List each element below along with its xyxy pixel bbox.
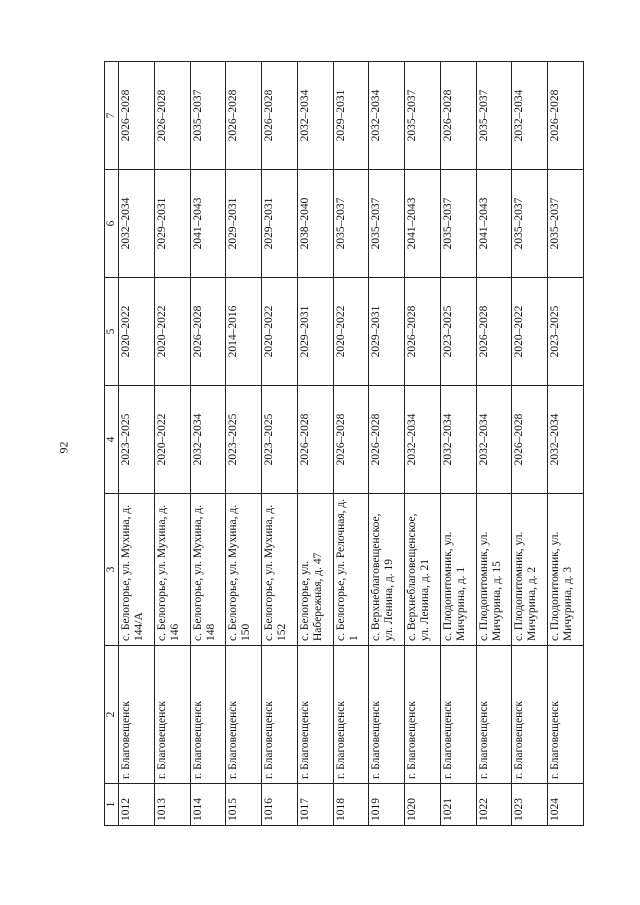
table-row	[119, 62, 155, 826]
period-cell: 2020–2022	[119, 278, 155, 386]
period-cell: 2026–2028	[119, 62, 155, 170]
address-cell: с. Белогорье, ул. Набережная, д. 47	[297, 494, 333, 646]
table-row	[512, 62, 548, 826]
period-cell: 2032–2034	[297, 62, 333, 170]
period-cell: 2026–2028	[154, 62, 190, 170]
data-table	[104, 61, 584, 826]
period-cell: 2026–2028	[190, 278, 226, 386]
row-number: 1021	[440, 784, 476, 826]
period-cell: 2032–2034	[405, 386, 441, 494]
row-number: 1017	[297, 784, 333, 826]
address-cell: с. Белогорье, ул. Мухина, д. 146	[154, 494, 190, 646]
period-cell: 2026–2028	[226, 62, 262, 170]
city-cell: г. Благовещенск	[512, 646, 548, 784]
period-cell: 2023–2025	[262, 386, 298, 494]
address-cell: с. Белогорье, ул. Мухина, д. 148	[190, 494, 226, 646]
table-row	[154, 62, 190, 826]
table-row	[548, 62, 584, 826]
address-cell: с. Верхнеблаговещенское, ул. Ленина, д. 19	[369, 494, 405, 646]
address-cell: с. Белогорье, ул. Мухина, д. 144/А	[119, 494, 155, 646]
period-cell: 2029–2031	[154, 170, 190, 278]
period-cell: 2014–2016	[226, 278, 262, 386]
address-cell: с. Белогорье, ул. Мухина, д. 150	[226, 494, 262, 646]
period-cell: 2035–2037	[333, 170, 369, 278]
period-cell: 2023–2025	[440, 278, 476, 386]
table-row	[440, 62, 476, 826]
period-cell: 2026–2028	[333, 386, 369, 494]
city-cell: г. Благовещенск	[297, 646, 333, 784]
header-cell: 4	[105, 386, 119, 494]
header-cell: 2	[105, 646, 119, 784]
period-cell: 2032–2034	[119, 170, 155, 278]
row-number: 1019	[369, 784, 405, 826]
city-cell: г. Благовещенск	[440, 646, 476, 784]
period-cell: 2026–2028	[440, 62, 476, 170]
city-cell: г. Благовещенск	[190, 646, 226, 784]
period-cell: 2041–2043	[476, 170, 512, 278]
header-cell: 1	[105, 784, 119, 826]
city-cell: г. Благовещенск	[119, 646, 155, 784]
city-cell: г. Благовещенск	[154, 646, 190, 784]
table-row	[405, 62, 441, 826]
address-cell: с. Плодопитомник, ул. Мичурина, д. 3	[548, 494, 584, 646]
period-cell: 2029–2031	[297, 278, 333, 386]
period-cell: 2029–2031	[262, 170, 298, 278]
table-container	[104, 62, 584, 826]
city-cell: г. Благовещенск	[226, 646, 262, 784]
city-cell: г. Благовещенск	[333, 646, 369, 784]
period-cell: 2023–2025	[226, 386, 262, 494]
period-cell: 2035–2037	[476, 62, 512, 170]
period-cell: 2035–2037	[440, 170, 476, 278]
table-row	[476, 62, 512, 826]
city-cell: г. Благовещенск	[405, 646, 441, 784]
period-cell: 2026–2028	[297, 386, 333, 494]
period-cell: 2026–2028	[476, 278, 512, 386]
period-cell: 2026–2028	[405, 278, 441, 386]
header-cell: 6	[105, 170, 119, 278]
period-cell: 2032–2034	[440, 386, 476, 494]
row-number: 1018	[333, 784, 369, 826]
period-cell: 2032–2034	[548, 386, 584, 494]
city-cell: г. Благовещенск	[262, 646, 298, 784]
address-cell: с. Плодопитомник, ул. Мичурина, д. 1	[440, 494, 476, 646]
row-number: 1022	[476, 784, 512, 826]
city-cell: г. Благовещенск	[476, 646, 512, 784]
row-number: 1023	[512, 784, 548, 826]
table-row	[190, 62, 226, 826]
row-number: 1016	[262, 784, 298, 826]
table-row	[297, 62, 333, 826]
period-cell: 2038–2040	[297, 170, 333, 278]
table-row	[262, 62, 298, 826]
period-cell: 2029–2031	[333, 62, 369, 170]
address-cell: с. Белогорье, ул. Релочная, д. 1	[333, 494, 369, 646]
period-cell: 2020–2022	[154, 278, 190, 386]
row-number: 1014	[190, 784, 226, 826]
period-cell: 2035–2037	[190, 62, 226, 170]
header-cell: 7	[105, 62, 119, 170]
period-cell: 2041–2043	[190, 170, 226, 278]
header-cell: 5	[105, 278, 119, 386]
table-row	[333, 62, 369, 826]
page-number: 92	[56, 441, 71, 454]
row-number: 1013	[154, 784, 190, 826]
period-cell: 2020–2022	[262, 278, 298, 386]
period-cell: 2020–2022	[154, 386, 190, 494]
header-row	[105, 62, 119, 826]
period-cell: 2035–2037	[369, 170, 405, 278]
period-cell: 2023–2025	[548, 278, 584, 386]
period-cell: 2029–2031	[226, 170, 262, 278]
row-number: 1015	[226, 784, 262, 826]
table-row	[226, 62, 262, 826]
period-cell: 2035–2037	[512, 170, 548, 278]
period-cell: 2020–2022	[512, 278, 548, 386]
period-cell: 2035–2037	[548, 170, 584, 278]
address-cell: с. Плодопитомник, ул. Мичурина, д. 2	[512, 494, 548, 646]
row-number: 1024	[548, 784, 584, 826]
period-cell: 2029–2031	[369, 278, 405, 386]
rotated-table	[104, 62, 584, 826]
period-cell: 2023–2025	[119, 386, 155, 494]
city-cell: г. Благовещенск	[369, 646, 405, 784]
period-cell: 2032–2034	[369, 62, 405, 170]
address-cell: с. Верхнеблаговещенское, ул. Ленина, д. 21	[405, 494, 441, 646]
period-cell: 2032–2034	[190, 386, 226, 494]
period-cell: 2035–2037	[405, 62, 441, 170]
period-cell: 2026–2028	[369, 386, 405, 494]
row-number: 1020	[405, 784, 441, 826]
period-cell: 2020–2022	[333, 278, 369, 386]
row-number: 1012	[119, 784, 155, 826]
address-cell: с. Плодопитомник, ул. Мичурина, д. 15	[476, 494, 512, 646]
city-cell: г. Благовещенск	[548, 646, 584, 784]
address-cell: с. Белогорье, ул. Мухина, д. 152	[262, 494, 298, 646]
period-cell: 2032–2034	[512, 62, 548, 170]
period-cell: 2032–2034	[476, 386, 512, 494]
period-cell: 2041–2043	[405, 170, 441, 278]
period-cell: 2026–2028	[548, 62, 584, 170]
header-cell: 3	[105, 494, 119, 646]
period-cell: 2026–2028	[262, 62, 298, 170]
period-cell: 2026–2028	[512, 386, 548, 494]
table-row	[369, 62, 405, 826]
